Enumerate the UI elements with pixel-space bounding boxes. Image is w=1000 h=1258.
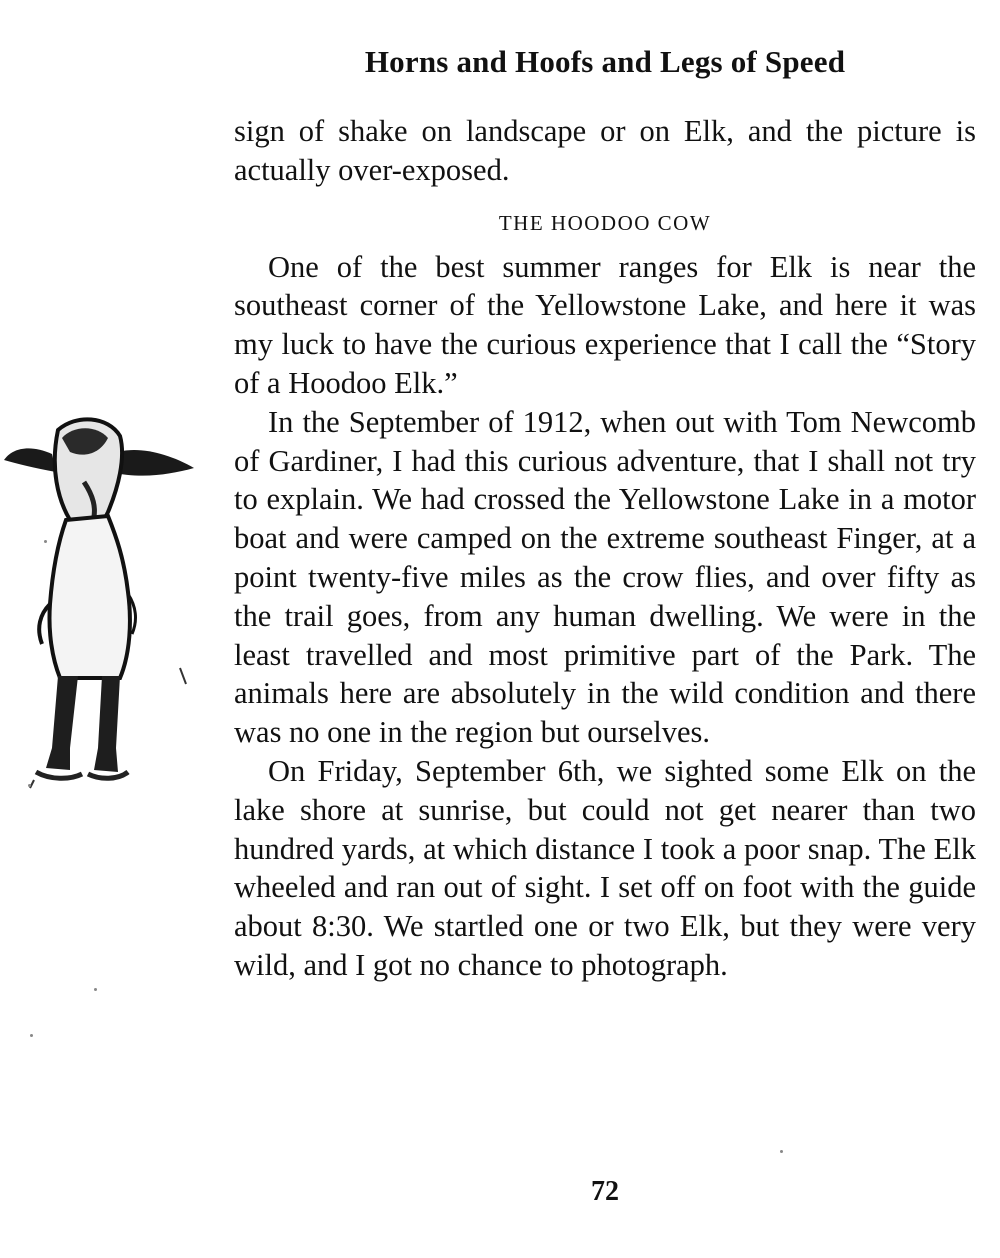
paragraph-2: In the September of 1912, when out with Tom Newcomb of Gardiner, I had this curious adventure, that I shall not try to explain. We had crossed the Yellowstone Lake in a motor boat and were camped on the extreme southeast Finger, at a point twenty-five miles as the crow flies, and over fifty as the trail goes, from any human dwelling. We were in the least travelled and most primitive part of the Park. The animals here are absolutely in the wild condition and there was no one in the region but ourselves.: [234, 404, 976, 750]
scan-speckle: [44, 540, 47, 543]
page-number: 72: [591, 1176, 619, 1207]
body-text: [234, 112, 976, 985]
elk-fawn-sketch-icon: [0, 408, 200, 798]
scan-speckle: [28, 784, 31, 787]
section-heading: THE HOODOO COW: [498, 210, 712, 235]
scan-speckle: [30, 1034, 33, 1037]
continuation-paragraph: sign of shake on landscape or on Elk, and the picture is actually over-exposed.: [234, 114, 976, 187]
running-head: Horns and Hoofs and Legs of Speed: [364, 44, 846, 79]
scan-speckle: [94, 988, 97, 991]
scan-speckle: [780, 1150, 783, 1153]
paragraph-3: On Friday, September 6th, we sighted some Elk on the lake shore at sunrise, but could not get nearer than two hundred yards, at which distance I took a poor snap. The Elk wheeled and ran out of sight. I set off on foot with the guide about 8:30. We startled one or two Elk, but they were very wild, and I got no chance to photograph.: [234, 753, 976, 982]
paragraph-1: One of the best summer ranges for Elk is near the southeast corner of the Yellowstone Lake, and here it was my luck to have the curious experience that I call the “Story of a Hoodoo Elk.”: [234, 249, 976, 400]
